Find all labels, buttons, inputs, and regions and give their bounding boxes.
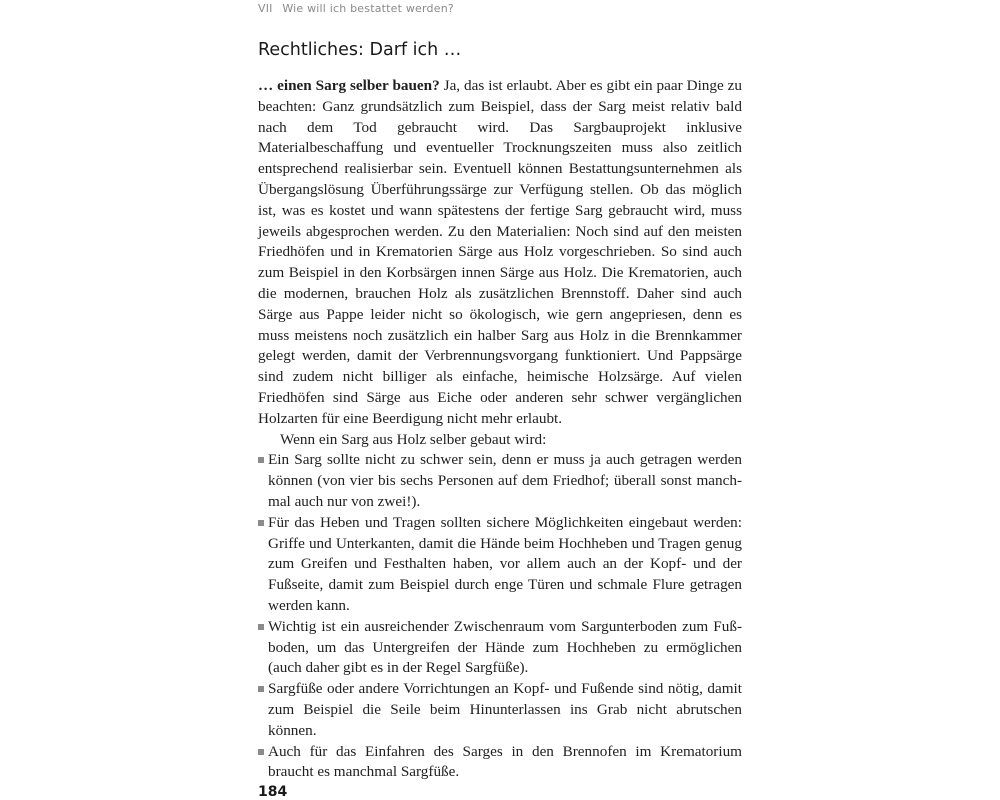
intro-paragraph [258,76,742,430]
list-item-text: Auch für das Einfahren des Sarges in den Brennofen im Krematorium braucht es manchmal Sargfüße. [268,742,742,781]
intro-text: Ja, das ist erlaubt. Aber es gibt ein paar Dinge zu beachten: Ganz grundsätzlich zum Beispiel, dass der Sarg meist relativ bald nach dem Tod gebraucht wird. Das Sargbauprojekt inklusive Materialbeschaffung und eventueller Trocknungszeiten muss also zeitlich entsprechend realisierbar sein. Eventuell können Bestattungsunternehmen als Übergangslösung Überführungssärge zur Verfügung stellen. Ob das möglich ist, was es kostet und wann spätestens der fertige Sarg gebraucht wird, muss jeweils abgesprochen werden. Zu den Materialien: Noch sind auf den meisten Friedhöfen und in Krematorien Särge aus Holz vorgeschrieben. So sind auch zum Beispiel in den Korbsärgen innen Särge aus Holz. Die Krematorien, auch die modernen, brauchen Holz als zusätzlichen Brennstoff. Daher sind auch Särge aus Pappe leider nicht so ökologisch, wie gern angepriesen, denn es muss meistens noch zusätzlich ein halber Sarg aus Holz in die Brennkammer gelegt werden, damit der Verbrennungsvorgang funktioniert. Und Pappsärge sind zudem nicht billiger als einfache, heimische Holzsärge. Auf vielen Friedhöfen sind Särge aus Eiche oder anderen sehr schwer vergänglichen Holzarten für eine Beerdigung nicht mehr erlaubt. [258,77,742,427]
section-title: Rechtliches: Darf ich … [258,40,462,60]
square-bullet-icon [258,520,264,526]
bullet-list [258,450,742,783]
square-bullet-icon [258,624,264,630]
list-item [258,617,742,679]
square-bullet-icon [258,686,264,692]
list-item [258,679,742,741]
lead-question: … einen Sarg selber bauen? [258,77,440,94]
list-item-text: Wichtig ist ein ausreichender Zwischenraum vom Sargunterboden zum Fußboden, um das Untergreifen der Hände zum Hochheben zu ermöglichen (auch daher gibt es in der Regel Sargfüße). [268,617,742,677]
list-item [258,513,742,617]
square-bullet-icon [258,749,264,755]
list-item [258,742,742,784]
square-bullet-icon [258,457,264,463]
list-item-text: Für das Heben und Tragen sollten sichere Möglichkeiten eingebaut werden: Griffe und Unterkanten, damit die Hände beim Hochheben und Tragen genug zum Greifen und Festhalten haben, vor allem auch an der Kopf- und der Fußseite, damit zum Beispiel durch enge Türen und schmale Flure getragen werden kann. [268,513,742,614]
list-item-text: Ein Sarg sollte nicht zu schwer sein, denn er muss ja auch getragen werden können (von vier bis sechs Personen auf dem Friedhof; überall sonst manchmal auch nur von zwei!). [268,451,742,510]
body-text [258,76,742,783]
list-item-text: Sargfüße oder andere Vorrichtungen an Kopf- und Fußende sind nötig, damit zum Beispiel die Seile beim Hinunterlassen ins Grab nicht abrutschen können. [268,680,742,739]
running-head [258,2,454,15]
list-item [258,450,742,512]
chapter-title: Wie will ich bestattet werden? [282,2,454,15]
page-number: 184 [258,784,288,800]
list-intro: Wenn ein Sarg aus Holz selber gebaut wird: [280,430,547,448]
chapter-number: VII [258,2,273,15]
